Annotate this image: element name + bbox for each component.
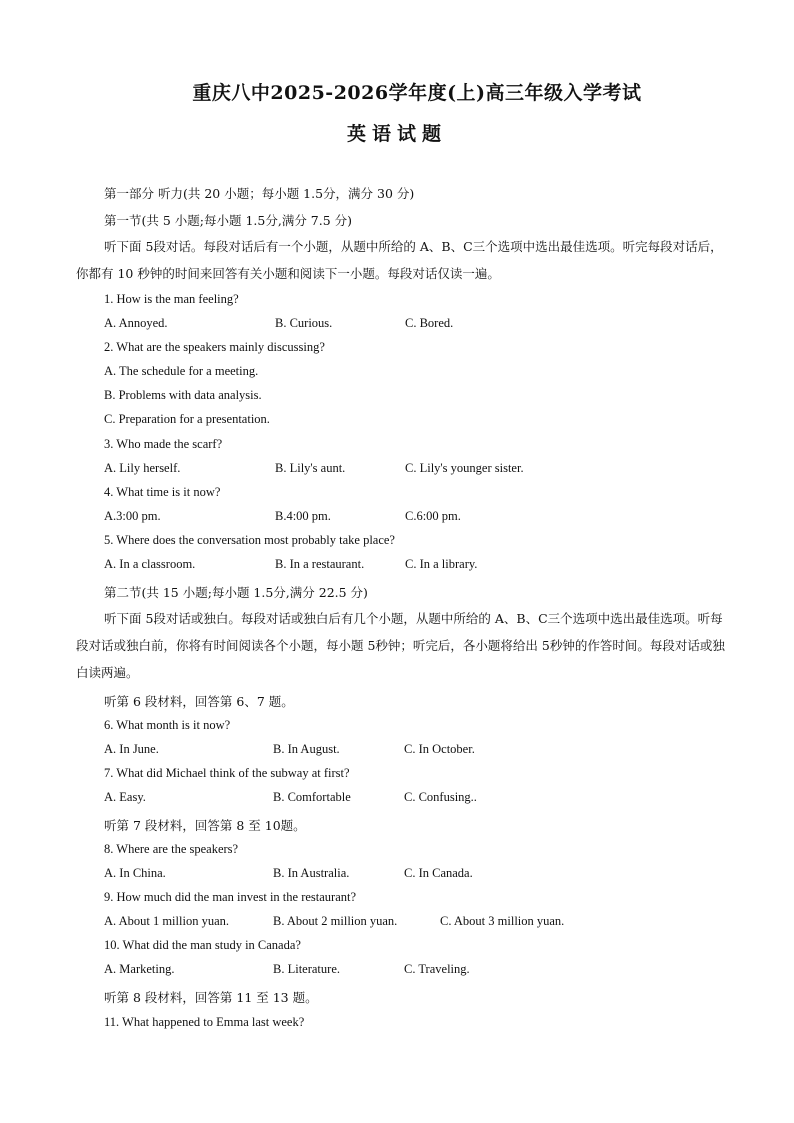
q8-option-b: B. In Australia. — [273, 866, 350, 880]
material-7-note: 听第 7 段材料，回答第 8 至 10题。 — [104, 818, 306, 833]
material-8-note: 听第 8 段材料，回答第 11 至 13 题。 — [104, 990, 318, 1005]
q2-option-a: A. The schedule for a meeting. — [104, 364, 259, 378]
question-2: 2. What are the speakers mainly discussing? — [104, 340, 325, 354]
q7-option-c: C. Confusing.. — [404, 790, 477, 804]
q1-option-c: C. Bored. — [405, 316, 454, 330]
q10-option-a: A. Marketing. — [104, 962, 175, 976]
q6-option-b: B. In August. — [273, 742, 340, 756]
q2-option-c: C. Preparation for a presentation. — [104, 412, 270, 426]
q10-option-b: B. Literature. — [273, 962, 340, 976]
question-6: 6. What month is it now? — [104, 718, 231, 732]
q9-option-c: C. About 3 million yuan. — [440, 914, 565, 928]
q8-option-c: C. In Canada. — [404, 866, 473, 880]
q4-option-b: B.4:00 pm. — [275, 509, 331, 523]
q3-option-a: A. Lily herself. — [104, 461, 181, 475]
question-11: 11. What happened to Emma last week? — [104, 1015, 305, 1029]
q5-option-a: A. In a classroom. — [104, 557, 196, 571]
question-4: 4. What time is it now? — [104, 485, 221, 499]
q1-option-a: A. Annoyed. — [104, 316, 168, 330]
q7-option-a: A. Easy. — [104, 790, 146, 804]
section1-instructions: 听下面 5段对话。每段对话后有一个小题，从题中所给的 A、B、C三个选项中选出最佳选项。听完每段对话后，你都有 10 秒钟的时间来回答有关小题和阅读下一小题。每段对话仅读一遍。 — [76, 239, 723, 281]
exam-title: 重庆八中2025-2026学年度(上)高三年级入学考试 — [192, 82, 642, 104]
q4-option-a: A.3:00 pm. — [104, 509, 161, 523]
q3-option-b: B. Lily's aunt. — [275, 461, 346, 475]
question-7: 7. What did Michael think of the subway at first? — [104, 766, 350, 780]
q4-option-c: C.6:00 pm. — [405, 509, 461, 523]
q1-option-b: B. Curious. — [275, 316, 333, 330]
exam-subtitle: 英语试题 — [346, 123, 447, 145]
q8-option-a: A. In China. — [104, 866, 166, 880]
q6-option-c: C. In October. — [404, 742, 475, 756]
q2-option-b: B. Problems with data analysis. — [104, 388, 262, 402]
question-9: 9. How much did the man invest in the restaurant? — [104, 890, 357, 904]
question-3: 3. Who made the scarf? — [104, 437, 223, 451]
q6-option-a: A. In June. — [104, 742, 159, 756]
question-1: 1. How is the man feeling? — [104, 292, 239, 306]
q9-option-a: A. About 1 million yuan. — [104, 914, 229, 928]
section2-heading: 第二节(共 15 小题;每小题 1.5分,满分 22.5 分) — [104, 585, 368, 600]
part1-heading: 第一部分 听力(共 20 小题；每小题 1.5分，满分 30 分) — [104, 186, 415, 201]
question-8: 8. Where are the speakers? — [104, 842, 239, 856]
q7-option-b: B. Comfortable — [273, 790, 351, 804]
question-5: 5. Where does the conversation most probably take place? — [104, 533, 395, 547]
q3-option-c: C. Lily's younger sister. — [405, 461, 524, 475]
section1-heading: 第一节(共 5 小题;每小题 1.5分,满分 7.5 分) — [104, 213, 353, 228]
question-10: 10. What did the man study in Canada? — [104, 938, 301, 952]
q5-option-c: C. In a library. — [405, 557, 478, 571]
section2-instructions: 听下面 5段对话或独白。每段对话或独白后有几个小题，从题中所给的 A、B、C三个选项中选出最佳选项。听每段对话或独白前，你将有时间阅读各个小题，每小题 5秒钟；听完后，各小题将给出 5秒钟的作答时间。每段对话或独白读两遍。 — [76, 611, 725, 680]
material-6-note: 听第 6 段材料，回答第 6、7 题。 — [104, 694, 294, 709]
q10-option-c: C. Traveling. — [404, 962, 470, 976]
q9-option-b: B. About 2 million yuan. — [273, 914, 398, 928]
q5-option-b: B. In a restaurant. — [275, 557, 365, 571]
